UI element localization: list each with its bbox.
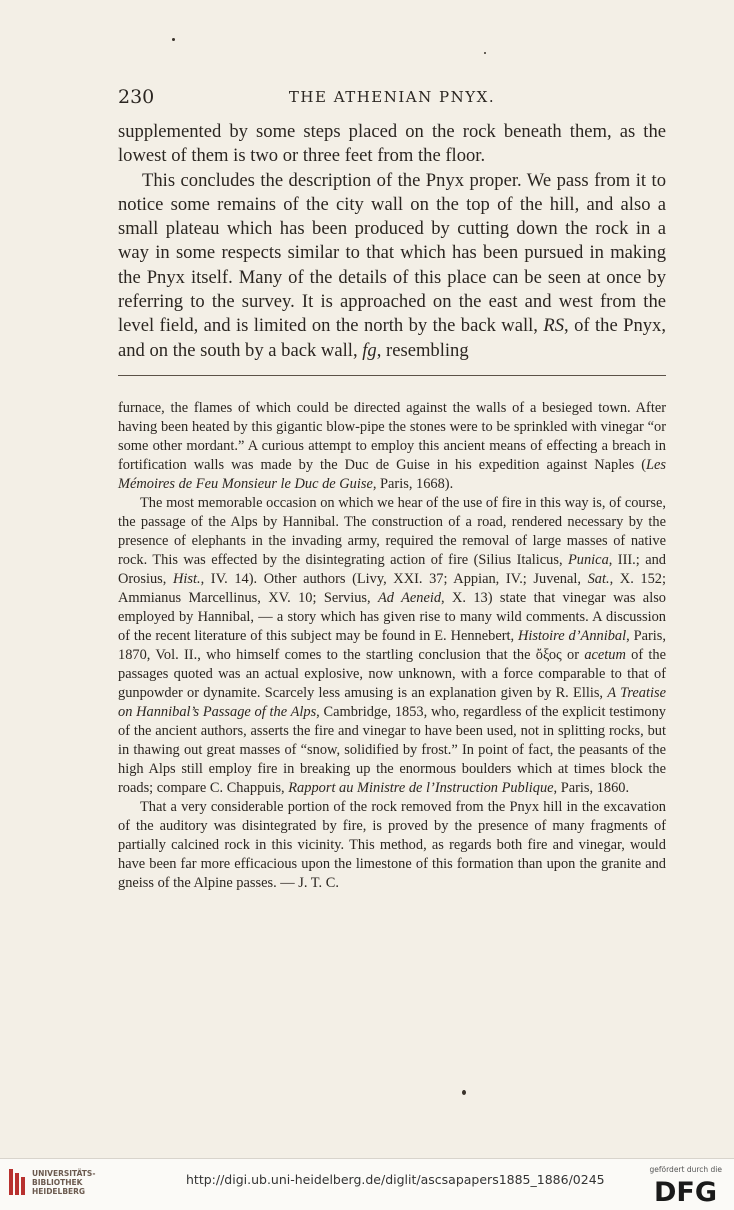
library-name-line: UNIVERSITÄTS- — [32, 1169, 96, 1178]
italic-title: Histoire d’Annibal — [518, 628, 627, 644]
library-name-line: HEIDELBERG — [32, 1187, 86, 1196]
italic-title: Ad Aeneid — [377, 590, 442, 606]
text-run: furnace, the flames of which could be directed against the walls of a besieged town. After having been heated by this gigantic blow-pipe the stones were to be sprinkled with vinegar “or some other mordant.” A curious attempt to employ this ancient means of effecting a breach in fortification walls was made by the Duc de Guise in his expedition against Naples ( — [118, 400, 666, 473]
library-name-line: BIBLIOTHEK — [32, 1178, 83, 1187]
scan-speck — [484, 52, 486, 54]
text-run: , Paris, 1860. — [553, 780, 630, 796]
scan-speck — [172, 38, 175, 41]
footnote-paragraph-2 — [118, 494, 666, 798]
text-run: The most memorable occasion on which we hear of the use of fire in this way is, of course, the passage of the Alps by Hannibal. The construction of a road, rendered necessary by the presence of elephants in the invading army, required the removal of large masses of native rock. This was effected by the disintegrating action of fire (Silius Italicus, — [118, 495, 666, 568]
text-run: , of the Pnyx, and on the south by a back wall, — [118, 315, 666, 361]
italic-title: acetum — [584, 647, 626, 663]
text-run: , X. 152; Ammianus Marcellinus, XV. 10; Servius, — [118, 571, 666, 606]
footnote — [118, 399, 666, 893]
running-title: THE ATHENIAN PNYX. — [288, 88, 496, 106]
italic-title: Sat. — [587, 571, 610, 587]
text-run: , IV. 14). Other authors (Livy, XXI. 37; Appian, IV.; Juvenal, — [200, 571, 588, 587]
italic-title: Punica — [568, 552, 609, 568]
digitization-footer — [0, 1158, 734, 1210]
page-header — [118, 86, 666, 110]
text-run: , Paris, 1870, Vol. II., who himself comes to the startling conclusion that the — [118, 628, 666, 663]
italic-title: Les Mémoires de Feu Monsieur le Duc de Guise — [118, 457, 666, 492]
footnote-divider — [118, 375, 666, 376]
italic-label: fg — [362, 339, 377, 361]
italic-title: Hist. — [172, 571, 201, 587]
text-run: , resembling — [376, 339, 469, 361]
scan-speck — [462, 1090, 466, 1095]
text-run: , Paris, 1668). — [372, 476, 454, 492]
dfg-logo — [654, 1176, 724, 1204]
text-run: This concludes the description of the Pnyx proper. We pass from it to notice some remains of the city wall on the top of the hill, and also a small plateau which has been produced by cutting down the rock in a way in some respects similar to that which has been pursued in making the Pnyx itself. Many of the details of this place can be seen at once by referring to the survey. It is approached on the east and west from the level field, and is limited on the north by the back wall, — [118, 169, 666, 337]
footnote-paragraph-3: That a very considerable portion of the rock removed from the Pnyx hill in the excavation of the auditory was disintegrated by fire, is proved by the presence of many fragments of partially calcined rock in this vicinity. This method, as regards both fire and vinegar, would have been far more efficacious upon the limestone of this formation than upon the granite and gneiss of the Alpine passes. — J. T. C. — [118, 799, 666, 891]
dfg-logo-text: DFG — [654, 1177, 718, 1204]
source-url[interactable]: http://digi.ub.uni-heidelberg.de/diglit/ascsapapers1885_1886/0245 — [186, 1172, 605, 1187]
italic-label: RS — [543, 315, 565, 337]
footnote-paragraph-1 — [118, 399, 666, 494]
text-run: of the passages quoted was an actual explosive, now unknown, with a force comparable to that of gunpowder or dynamite. Scarcely less amusing is an explanation given by R. Ellis, — [118, 647, 667, 701]
italic-title: A Treatise on Hannibal’s Passage of the Alps — [118, 685, 666, 720]
funded-by-label: gefördert durch die — [649, 1165, 722, 1174]
library-logo-icon — [8, 1167, 28, 1197]
greek-word: ὄξος — [535, 647, 562, 663]
page-number: 230 — [118, 86, 155, 108]
main-text — [118, 120, 666, 363]
text-run: or — [561, 647, 585, 663]
italic-title: Rapport au Ministre de l’Instruction Publique — [288, 780, 554, 796]
text-run: , X. 13) state that vinegar was also employed by Hannibal, — a story which has given rise to many wild comments. A discussion of the recent literature of this subject may be found in E. Hennebert, — [118, 590, 666, 644]
text-run: , Cambridge, 1853, who, regardless of the explicit testimony of the ancient authors, asserts the fire and vinegar to have been used, not in splitting rocks, but in thawing out great masses of “snow, solidified by frost.” In point of fact, the peasants of the high Alps still employ fire in breaking up the enormous boulders which at times block the roads; compare C. Chappuis, — [118, 704, 666, 796]
text-run: , III.; and Orosius, — [118, 552, 666, 587]
library-name — [32, 1169, 95, 1196]
main-paragraph-1: supplemented by some steps placed on the rock beneath them, as the lowest of them is two or three feet from the floor. — [118, 121, 666, 167]
main-paragraph-2 — [118, 169, 666, 363]
